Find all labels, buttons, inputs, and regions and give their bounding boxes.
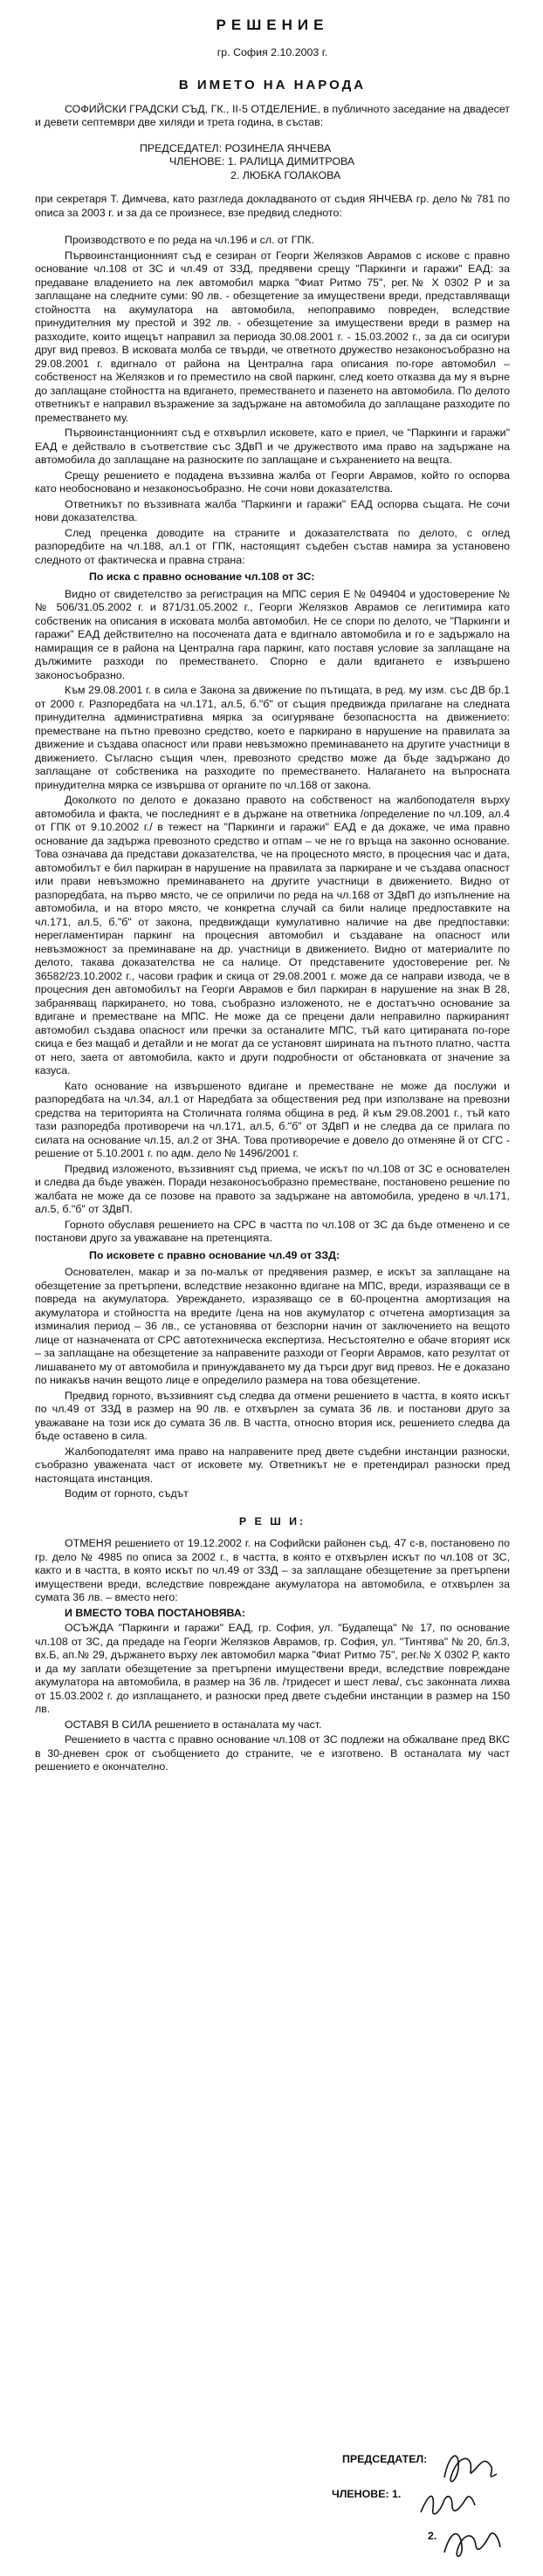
document-title: РЕШЕНИЕ	[216, 17, 329, 33]
paragraph: Водим от горното, съдът	[65, 1487, 189, 1500]
date-line: гр. София 2.10.2003 г.	[217, 46, 328, 59]
paragraph: Доколкото по делото е доказано правото на собственост на жалбоподателя върху автомобила и факта, че последният е в държане на ответника /определение по чл.109, ал.4 от ГПК от 9.10.2002 г./ в тежест на "Паркинги и гаражи" ЕАД е да докаже, че има правно основание да задържа превозното средство и отпам – че не го връща на законно основание. Това означава да представи доказателства, че на процесното място, в процесния час и дата, автомобилът е бил паркиран в нарушение на правилата за паркиране и че създава опасност или прави невъзможно преминаването на другите участници в движението. Видно от разпоредбата, на първо място, че се оприличи по реда на чл.168 от ЗДвП до изпълнение на автомобила, и на второ място, че конкретна случай са били налице предпоставките на чл.171, ал.5, б."б" от закона, предвиждащи кумулативно наличие на две предпоставки: нерегламентиран паркинг на процесния автомобил и създаване на опасност или невъзможност за преминаване на др. участници в движението. Видно от материалите по делото, такава доказателства не са налице. От представените удостоверение рег.№ 36582/23.10.2002 г., часови график и скица от 29.08.2001 г. може да се направи извода, че в процесния ден автомобилът на Георги Аврамов е бил паркиран в нарушение на знак В 28, забраняващ паркирането, но това, съобразно изложеното, не е достатъчно основание за вдигане и преместване на МПС. Не може да се прецени дали неправилно паркираният автомобил създава опасност или пречки за останалите МПС, тъй като цитираната по-горе скица е без мащаб и детайли и не могат да се установят ширината на пътното платно, частта от него, заета от автомобила, както и други подробности от обстановката от значение за казуса.	[35, 794, 510, 1076]
intro-paragraph: СОФИЙСКИ ГРАДСКИ СЪД, ГК., II-5 ОТДЕЛЕНИЕ, в публичното заседание на двадесет и девети септември две хиляди и трета година, в състав:	[35, 102, 510, 128]
section-heading-art49: По исковете с правно основание чл.49 от ЗЗД:	[89, 1248, 340, 1261]
paragraph: Предвид изложеното, въззивният съд приема, че искът по чл.108 от ЗС е основателен и следва да бъде уважен. Поради незаконосъобразно преместване, постановено решение по жалбата не може да се позове на правото за задържане на автомобила, уредено в чл.171, ал.5, б."б" от ЗДвП.	[35, 1162, 510, 1215]
ruling-heading: Р Е Ш И:	[238, 1514, 306, 1527]
paragraph: След преценка доводите на страните и доказателствата по делото, с оглед разпоредбите на чл.188, ал.1 от ГПК, настоящият съдебен състав намира за установено следното от фактическа и правна страна:	[35, 526, 510, 566]
ruling-paragraph: ОСЪЖДА "Паркинги и гаражи" ЕАД, гр. София, ул. "Будапеща" № 17, по основание чл.108 от ЗС, да предаде на Георги Желязков Аврамов, гр. София, ул. "Тинтява" № 20, бл.3, вх.Б, ап.№ 29, държането върху лек автомобил марка "Фиат Ритмо 75", рег.№ X 0302 Р, както и да му заплати обезщетение за претърпени имуществени вреди, вследствие повреждане акумулатора на автомобила, в размер на 36 лв. /тридесет и шест лева/, със законната лихва от 15.03.2002 г. до изплащането, и разноски пред двете съдебни инстанции в размер на 150 лв.	[35, 1622, 510, 1715]
paragraph: Към 29.08.2001 г. в сила е Закона за движение по пътищата, в ред. му изм. със ДВ бр.1 от 2000 г. Разпоредбата на чл.171, ал.5, б."б" от същия предвижда прилагане на следната принудителна административна мярка за осигуряване безопасността на движението: преместване на пътно превозно средство, което е паркирано в нарушение на правилата за движение и създава опасност или прави невъзможно преминаването на другите участници в движението. Съгласно същия член, превозното средство може да бъде задържано до заплащане от собственика на разходите по преместването. Налагането на въпросната принудителна мярка се извършва от органите по чл.168 от закона.	[35, 684, 510, 791]
signature-member-2-icon	[441, 2521, 504, 2565]
paragraph: Първоинстанционният съд е отхвърлил исковете, като е приел, че "Паркинги и гаражи" ЕАД е действало в съответствие със ЗДвП и че дружеството има право на задържане на автомобила до заплащане на разноските по заплащане и съхранението на вещта.	[35, 427, 510, 466]
paragraph: Ответникът по въззивната жалба "Паркинги и гаражи" ЕАД оспорва същата. Не сочи нови доказателства.	[35, 497, 510, 523]
paragraph: Видно от свидетелство за регистрация на МПС серия Е № 049404 и удостоверение №№ 506/31.05.2002 г. и 871/31.05.2002 г., Георги Желязков Аврамов се легитимира като собственик на описания в исковата молба автомобил. Не се спори по делото, че "Паркинги и гаражи" ЕАД действително на посочената дата е вдигнало автомобила и го е задържало на намиращия се в района на Централна гара паркинг, като поставя условие за заплащане на дължимите разходи по преместването. Спорно е дали вдигането е извършено законосъобразно.	[35, 587, 510, 681]
ruling-paragraph: И ВМЕСТО ТОВА ПОСТАНОВЯВА:	[65, 1606, 245, 1619]
paragraph: Предвид горното, въззивният съд следва да отмени решението в частта, в която искът по чл.49 от ЗЗД в размер на 90 лв. е отхвърлен за сумата 36 лв. и постанови друго за уважаване на този иск до сумата 36 лв. В частта, относно втория иск, решението следва да бъде оставено в сила.	[35, 1389, 510, 1442]
court-panel	[140, 142, 510, 183]
signature-label-members: ЧЛЕНОВЕ: 1.	[332, 2488, 402, 2500]
panel-member-1: ЧЛЕНОВЕ: 1. РАЛИЦА ДИМИТРОВА	[169, 155, 355, 167]
paragraph: Първоинстанционният съд е сезиран от Георги Желязков Аврамов с искове с правно основание чл.108 от ЗС и чл.49 от ЗЗД, предявени срещу "Паркинги и гаражи" ЕАД: за предаване владението на лек автомобил марка "Фиат Ритмо 75", рег.№ X 0302 Р и за заплащане на следните суми: 90 лв. - обезщетение за имуществени вреди, представляващи стойността на акумулатора на автомобила, непоправимо повреден, вследствие принудителния му престой и 392 лв. - обезщетение за имуществени вреди в размер на разходите, които ищецът направил за периода 30.08.2001 г. - 15.03.2002 г., за да си осигури друг вид превоз. В исковата молба се твърди, че ответното дружество незаконосъобразно на 29.08.2001 г. вдигнало от района на Централна гара описания по-горе автомобил – собственост на Желязков и го преместило на свой паркинг, след което отказва да му я върне до заплащане стойността на вдигането, преместването и пазенето на автомобила. По делото ответникът е направил възражение за задържане на автомобила до заплащане разходите по преместването му.	[35, 249, 510, 424]
paragraph: Основателен, макар и за по-малък от предявения размер, е искът за заплащане на обезщетение за претърпени, вследствие незаконно вдигане на МПС, вреди, изразяващи се в повреда на акумулатора. Увреждането, изразяващо се в 60-процентна амортизация на акумулатора и стойността на вредите /цена на нов акумулатор с отчетена амортизация за изминалия период – 36 лв., се установява от безспорни начин от заключението на вещото лице от назначената от СРС автотехническа експертиза. Несъстоятелно е обаче вторият иск – за заплащане на обезщетение за направените разходи от Георги Аврамов, като резултат от лишаването му от автомобила и принуждаването му да търси друг вид превоз. Не е доказано по никакъв начин вещото лице е определило размера на това обезщетение.	[35, 1266, 510, 1386]
paragraph: Жалбоподателят има право на направените пред двете съдебни инстанции разноски, съобразно уважената част от исковете му. Ответникът не е претендирал разноски пред настоящата инстанция.	[35, 1445, 510, 1485]
secretary-paragraph: при секретаря Т. Димчева, като разгледа докладваното от съдия ЯНЧЕВА гр. дело № 781 по описа за 2003 г. и за да се произнесе, взе предвид следното:	[35, 193, 510, 219]
paragraph: Производството е по реда на чл.196 и сл. от ГПК.	[65, 234, 314, 246]
paragraph: Горното обуславя решението на СРС в частта по чл.108 от ЗС да бъде отменено и се постанови друго за уважаване на претенцията.	[35, 1218, 510, 1244]
signature-label-chair: ПРЕДСЕДАТЕЛ:	[342, 2453, 428, 2465]
ruling-paragraph: ОСТАВЯ В СИЛА решението в останалата му част.	[65, 1718, 322, 1731]
panel-chair: ПРЕДСЕДАТЕЛ: РОЗИНЕЛА ЯНЧЕВА	[140, 141, 332, 154]
signature-chair-icon	[441, 2443, 502, 2491]
paragraph: Срещу решението е подадена въззивна жалба от Георги Аврамов, който го оспорва като необосновано и незаконосъобразно. Не сочи нови доказателства.	[35, 468, 510, 495]
section-heading-art108: По иска с правно основание чл.108 от ЗС:	[89, 571, 315, 583]
ruling-paragraph: Решението в частта с правно основание чл.108 от ЗС подлежи на обжалване пред ВКС в 30-дневен срок от съобщението до страните, че е изготвено. В останалата му част решението е окончателно.	[35, 1733, 510, 1773]
ruling-paragraph: ОТМЕНЯ решението от 19.12.2002 г. на Софийски районен съд, 47 с-в, постановено по гр. дело № 4985 по описа за 2002 г., в частта, в която е отхвърлен искът по чл.108 от ЗС, както и в частта, в която искът по чл.49 от ЗЗД – за заплащане обезщетение за претърпени имуществени вреди, вследствие повреждане акумулатора на автомобила, е отхвърлен за сумата 36 лв. – вместо него:	[35, 1537, 510, 1603]
signature-member-1-icon	[417, 2486, 478, 2525]
paragraph: Като основание на извършеното вдигане и преместване не може да послужи и разпоредбата на чл.34, ал.1 от Наредбата за обществения ред при използване на превозни средства на територията на Столичната голяма община в ред. й към 29.08.2001 г., тъй като тази разпоредба противоречи на чл.171, ал.5, б."б" от ЗДвП и не следва да се прилага по силата на основание чл.15, ал.2 от ЗНА. Това противоречие е довело до отменяне й от СГС - решение от 5.10.2001 г. по адм. дело № 1496/2001 г.	[35, 1079, 510, 1159]
signature-label-two: 2.	[428, 2530, 437, 2542]
in-the-name-of-the-people: В ИМЕТО НА НАРОДА	[178, 77, 367, 92]
panel-member-2: 2. ЛЮБКА ГОЛАКОВА	[230, 168, 341, 181]
